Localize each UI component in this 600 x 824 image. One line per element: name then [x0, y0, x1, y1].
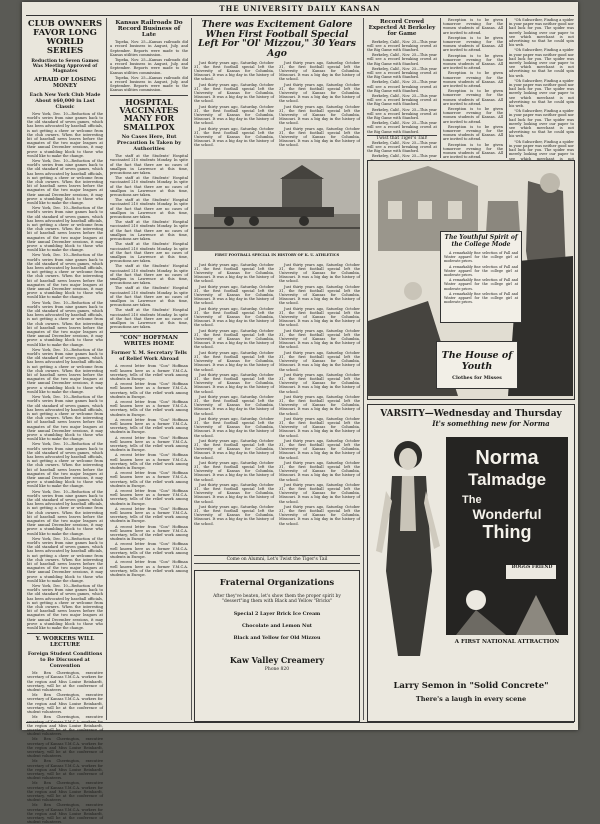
feature-body-right-2: Just thirty years ago, Saturday, October 31, the first football special left the University of Kansas for Columbia, Missouri. It was a big day in the history of the school. Just thirty years ago, Saturday, October 31, the first football special left the University of Kansas for Columbia, Missouri. It was a big day in the history of the school. Just thirty years ago, Saturday, October 31, the first football special left the University of Kansas for Columbia, Missouri. It was a big day in the history of the school. Just thirty years ago, Saturday, October 31, the first football special left the University of Kansas for Columbia, Missouri. It was a big day in the history of the school. Just thirty years ago, Saturday, October 31, the first football special left the University of Kansas for Columbia, Missouri. It was a big day in the history of the school. Just thirty years ago, Saturday, October 31, the first football special left the University of Kansas for Columbia, Missouri. It was a big day in the history of the school. Just thirty years ago, Saturday, October 31, the first football special left the University of Kansas for Columbia, Missouri. It was a big day in the history of the school. Just thirty years ago, Saturday, October 31, the first football special left the University of Kansas for Columbia, Missouri. It was a big day in the history of the school. Just thirty years ago, Saturday, October 31, the first football special left the University of Kansas for Columbia, Missouri. It was a big day in the history of the school. Just thirty years ago, Saturday, October 31, the first football special left the University of Kansas for Columbia, Missouri. It was a big day in the history of the school. Just thirty years ago, Saturday, October 31, the first football special left the University of Kansas for Columbia, Missouri. It was a big day in the history of the school. Just thirty years ago, Saturday, October 31, the first football special left the University of Kansas for Columbia, Missouri. It was a big day in the history of the school.	[279, 262, 360, 526]
column-6	[443, 18, 503, 158]
fashion-ad-text-box	[440, 231, 522, 323]
fashion-headline: The Youthful Spirit of the College Mode	[444, 234, 518, 248]
creamery-item-1: Special 2 Layer Brick Ice Cream	[233, 610, 321, 617]
feature-body-left: Just thirty years ago, Saturday, October 31, the first football special left the University of Kansas for Columbia, Missouri. It was a big day in the history of the school. Just thirty years ago, Saturday, October 31, the first football special left the University of Kansas for Columbia, Missouri. It was a big day in the history of the school. Just thirty years ago, Saturday, October 31, the first football special left the University of Kansas for Columbia, Missouri. It was a big day in the history of the school. Just thirty years ago, Saturday, October 31, the first football special left the University of Kansas for Columbia, Missouri. It was a big day in the history of the school.	[194, 60, 274, 148]
creamery-body: After they've beaten, let's show them the proper spirit by "dessert"ing them with Black and Yellow "Bricks"	[213, 593, 341, 605]
creamery-item-3: Black and Yellow for Old Mizzou	[233, 634, 321, 641]
movie-title-panel	[446, 437, 568, 635]
column-1	[27, 18, 103, 824]
subhead-each-club: Each New York Club Made About $60,000 in Last Classic	[29, 91, 101, 110]
creamery-ad	[194, 570, 360, 722]
column-rule	[363, 18, 364, 720]
actress-illustration	[374, 431, 444, 661]
article-body-berkeley-2: Berkeley, Calif., Nov. 25—This year will see a record breaking crowd at the Big Game with Stanford. Berkeley, Calif., Nov. 25—This year	[367, 140, 437, 159]
creamery-item-2: Chocolate and Lemon Nut	[241, 622, 313, 629]
article-body-y-workers: Mr. Ben Cherrington, executive secretary of Kansas Y.M.C.A. workers for the region and Miss Louise Reinhardt, secretary, will be at the conference of student volunteers. Mr. Ben Cherrington, executive secretary of Kansas Y.M.C.A. workers for the region and Miss Louise Reinhardt, secretary, will be at the conference of student volunteers. Mr. Ben Cherrington, executive the region and Miss Louise Reinhardt, secretary, will be at the conference of student volunteers. Mr. Ben Cherrington, executive secretary of Kansas Y.M.C.A. workers for the region and Miss Louise Reinhardt, secretary, will be at the conference of student volunteers. Mr. Ben Cherrington, executive secretary of Kansas Y.M.C.A. workers for the region and Miss Louise Reinhardt, secretary, will be at the conference of student volunteers. Mr. Ben Cherrington, executive secretary of Kansas Y.M.C.A. workers for the region and Miss Louise Reinhardt, secretary, will be at the conference of student volunteers. Mr. Ben Cherrington, executive secretary of Kansas Y.M.C.A. workers for the region and Miss Louise Reinhardt, secretary, will be at the conference of student volunteers.	[27, 671, 103, 824]
column-rule	[106, 18, 107, 720]
headline-y-workers: Y. WORKERS WILL LECTURE	[27, 633, 103, 648]
berkeley-footer: Twist that Tiger's Tail!	[367, 135, 437, 141]
headline-hospital: HOSPITAL VACCINATES MANY FOR SMALLPOX	[110, 95, 188, 132]
masthead: THE UNIVERSITY DAILY KANSAN	[219, 4, 381, 13]
football-special-photo	[194, 159, 360, 251]
movie-subhead: It's something new for Norma	[432, 419, 550, 428]
headline-hoffman: "CON" HOFFMAN WRITES HOME	[110, 332, 188, 347]
movie-footer: Larry Semon in "Solid Concrete"	[393, 681, 549, 691]
column-5	[367, 18, 437, 158]
feature-body-right: Just thirty years ago, Saturday, October 31, the first football special left the University of Kansas for Columbia, Missouri. It was a big day in the history of the school. Just thirty years ago, Saturday, October 31, the first football special left the University of Kansas for Columbia, Missouri. It was a big day in the history of the school. Just thirty years ago, Saturday, October 31, the first football special left the University of Kansas for Columbia, Missouri. It was a big day in the history of the school. Just thirty years ago, Saturday, October 31, the first football special left the University of Kansas for Columbia, Missouri. It was a big day in the history of the school.	[279, 60, 360, 148]
subhead-hoffman: Former Y. M. Secretary Tells of Relief Work Abroad	[111, 350, 187, 363]
subhead-reduction: Reduction to Seven Games Was Meeting Approved of Magnates	[31, 58, 99, 74]
article-body-railroads: Topeka, Nov. 25—Kansas railroads did a record business in August, July, and September. Reports were made to the Kansas utilities commission. Topeka, Nov. 25—Kansas railroads did a record business in August, July, and September. Reports were made to the Kansas utilities commission. Topeka, Nov. 25—Kansas railroads did a record business in August, July, and September. Reports were made to the Kansas utilities commission.	[110, 40, 188, 93]
house-of-youth-ad	[367, 160, 575, 400]
photo-caption: FIRST FOOTBALL SPECIAL IN HISTORY OF K. U. ATHLETICS	[214, 252, 340, 257]
creamery-phone: Phone 820	[264, 666, 290, 672]
feature-body-left-2: Just thirty years ago, Saturday, October 31, the first football special left the University of Kansas for Columbia, Missouri. It was a big day in the history of the school. Just thirty years ago, Saturday, October 31, the first football special left the University of Kansas for Columbia, Missouri. It was a big day in the history of the school. Just thirty years ago, Saturday, October 31, the first football special left the University of Kansas for Columbia, Missouri. It was a big day in the history of the school. Just thirty years ago, Saturday, October 31, the first football special left the University of Kansas for Columbia, Missouri. It was a big day in the history of the school. Just thirty years ago, Saturday, October 31, the first football special left the University of Kansas for Columbia, Missouri. It was a big day in the history of the school. Just thirty years ago, Saturday, October 31, the first football special left the University of Kansas for Columbia, Missouri. It was a big day in the history of the school. Just thirty years ago, Saturday, October 31, the first football special left the University of Kansas for Columbia, Missouri. It was a big day in the history of the school. Just thirty years ago, Saturday, October 31, the first football special left the University of Kansas for Columbia, Missouri. It was a big day in the history of the school. Just thirty years ago, Saturday, October 31, the first football special left the University of Kansas for Columbia, Missouri. It was a big day in the history of the school. Just thirty years ago, Saturday, October 31, the first football special left the University of Kansas for Columbia, Missouri. It was a big day in the history of the school. Just thirty years ago, Saturday, October 31, the first football special left the University of Kansas for Columbia, Missouri. It was a big day in the history of the school. Just thirty years ago, Saturday, October 31, the first football special left the University of Kansas for Columbia, Missouri. It was a big day in the history of the school.	[194, 262, 274, 526]
star-first-name: Norma	[475, 447, 539, 469]
movie-footer-2: There's a laugh in every scene	[415, 695, 527, 703]
movie-headline: VARSITY—Wednesday and Thursday	[380, 409, 562, 419]
newspaper-page	[22, 2, 578, 824]
article-body-berkeley: Berkeley, Calif., Nov. 25—This year will see a record breaking crowd at the Big Game with Stanford. Berkeley, Calif., Nov. 25—This year will see a record breaking crowd at the Big Game with Stanford. Berkeley, Calif., Nov. 25—This year will see a record breaking crowd at the Big Game with Stanford. Berkeley, Calif., Nov. 25—This year will see a record breaking crowd at the Big Game with Stanford. Berkeley, Calif., Nov. 25—This year will see a record breaking crowd at the Big Game with Stanford. Berkeley, Calif., Nov. 25—This year will see a record breaking crowd at the Big Game with Stanford. Berkeley, Calif., Nov. 25—This year will see a record breaking crowd at the Big Game with Stanford.	[367, 39, 437, 134]
column-rule	[506, 18, 507, 158]
column-7	[509, 18, 574, 161]
star-last-name: Talmadge	[467, 470, 547, 489]
subhead-foreign-students: Foreign Student Conditions to Be Discussed at Convention	[27, 651, 103, 670]
train-photo-illustration	[194, 159, 360, 251]
headline-railroads: Kansas Railroads Do Record Business of Late	[115, 20, 183, 39]
article-body-reception: Reception is to be given tomorrow evening for the women students of Kansas. All are invited to attend. Reception is to be given tomorrow evening for the women students of Kansas. All are invited to attend. Reception is to be given tomorrow evening for the women students of Kansas. All are invited to attend. Reception is to be given tomorrow evening for the women students of Kansas. All are invited to attend. Reception is to be given tomorrow evening for the women students of Kansas. All are invited to attend. Reception is to be given tomorrow evening for the women students of Kansas. All are invited to attend. Reception is to be given tomorrow evening for the women students of Kansas. All are invited to attend. Reception is to be given tomorrow evening for the women students of Kansas. All are invited to attend.	[443, 18, 503, 160]
fashion-brand: The House of Youth	[441, 350, 513, 372]
title-word-1: The	[462, 494, 482, 506]
headline-football-special: There was Excitement Galore When First Football Special Left For "Ol' Mizzou," 30 Years Ago	[198, 19, 356, 59]
store-sign: BOGGS FRIEND	[511, 565, 553, 570]
headline-world-series: CLUB OWNERS FAVOR LONG WORLD SERIES	[27, 19, 103, 56]
subhead-afraid: AFRAID OF LOSING MONEY	[34, 76, 96, 89]
feature-football-special	[194, 18, 360, 563]
masthead-rule	[26, 15, 574, 16]
first-national-attraction: A FIRST NATIONAL ATTRACTION	[454, 639, 560, 645]
title-word-2: Wonderful	[472, 506, 542, 522]
column-rule	[440, 18, 441, 158]
headline-berkeley: Record Crowd Expected At Berkeley for Game	[368, 19, 436, 37]
fashion-tagline: Clothes for Misses	[452, 375, 502, 381]
creamery-company: Kaw Valley Creamery	[229, 654, 325, 665]
column-2	[110, 18, 188, 720]
article-body-hospital: The staff at the Students' Hospital vaccinated 210 students Monday. In spite of the fact that there are no cases of smallpox in Lawrence at this time, precautions are taken. The staff at the Students' Hospital vaccinated 210 students Monday. In spite of the fact that there are no cases of smallpox in Lawrence at this time, precautions are taken. The staff at the Students' Hospital vaccinated 210 students Monday. In spite of the fact that there are no cases of smallpox in Lawrence at this time, precautions are taken. The staff at the Students' Hospital vaccinated 210 students Monday. In spite of the fact that there are no cases of smallpox in Lawrence at this time, precautions are taken. The staff at the Students' Hospital vaccinated 210 students Monday. In spite of the fact that there are no cases of smallpox in Lawrence at this time, precautions are taken. The staff at the Students' Hospital vaccinated 210 students Monday. In spite of the fact that there are no cases of smallpox in Lawrence at this time, precautions are taken. The staff at the Students' Hospital vaccinated 210 students Monday. In spite of the fact that there are no cases of smallpox in Lawrence at this time, precautions are taken. The staff at the Students' Hospital vaccinated 210 students Monday. In spite of the fact that there are no cases of smallpox in Lawrence at this time, precautions are taken.	[110, 154, 188, 330]
title-word-3: Thing	[482, 522, 532, 542]
article-body-subscriber: "Oh Subscriber, Finding a spider in your paper was neither good nor bad luck for you. The spider was merely looking over our paper to see which merchant is not advertising so that he could spin his web. "Oh Subscriber, Finding a spider in your paper was neither good nor bad luck for you. The spider was merely looking over our paper to see which merchant is not advertising so that he could spin his web. "Oh Subscriber, Finding a spider in your paper was neither good nor bad luck for you. The spider was merely looking over our paper to see which merchant is not advertising so that he could spin his web. "Oh Subscriber, Finding a spider in your paper was neither good nor bad luck for you. The spider was merely looking over our paper to see which merchant is not advertising so that he could spin his web. "Oh Subscriber, Finding a spider in your paper was neither good nor bad luck for you. The spider was merely looking over our paper to see which merchant is not	[509, 18, 574, 161]
creamery-headline: Fraternal Organizations	[219, 578, 335, 588]
feature-footer: Come on Alumni, Let's Twist the Tiger's Tail	[194, 555, 360, 564]
article-body-world-series: New York, Dec. 10—Reduction of the world's series from nine games back to the old standard of seven games, which has been advocated by baseball officials, is not getting a cheer or welcome from the club owners. When the interesting bit of baseball news leaves before the magnates of the two major leagues at their annual December sessions, it may prove a stumbling block to those who would like to make the change. New York, Dec. 10—Reduction of the world's series from nine games back to the old standard of seven games, which has been advocated by baseball officials, is not getting a cheer or welcome from the club owners. When the interesting bit of baseball news leaves before the magnates of the two major leagues at their annual December sessions, it may prove a stumbling block to those who would like to make the change. New York, Dec. 10—Reduction of the world's series from nine games back to the old standard of seven games, which has been advocated by baseball officials, is not getting a cheer or welcome from the club owners. When the interesting bit of baseball news leaves before the magnates of the two major leagues at their annual December sessions, it may prove a stumbling block to those who would like to make the change. New York, Dec. 10—Reduction of the world's series from nine games back to the old standard of seven games, which has been advocated by baseball officials, is not getting a cheer or welcome from the club owners. When the interesting bit of baseball news leaves before the magnates of the two major leagues at their annual December sessions, it may prove a stumbling block to those who would like to make the change. New York, Dec. 10—Reduction of the world's series from nine games back to the old standard of seven games, which has been advocated by baseball officials, is not getting a cheer or welcome from the club owners. When the interesting bit of baseball news leaves before the magnates of the two major leagues at their annual December sessions, it may prove a stumbling block to those who would like to make the change. New York, Dec. 10—Reduction of the world's series from nine games back to the old standard of seven games, which has been advocated by baseball officials, is not getting a cheer or welcome from the club owners. When the interesting bit of baseball news leaves before the magnates of the two major leagues at their annual December sessions, it may prove a stumbling block to those who would like to make the change. New York, Dec. 10—Reduction of the world's series from nine games back to the old standard of seven games, which has been advocated by baseball officials, is not getting a cheer or welcome from the club owners. When the interesting bit of baseball news leaves before the magnates of the two major leagues at their annual December sessions, it may prove a stumbling block to those who would like to make the change. New York, Dec. 10—Reduction of the world's series from nine games back to the old standard of seven games, which has been advocated by baseball officials, is not getting a cheer or welcome from the club owners. When the interesting bit of baseball news leaves before the magnates of the two major leagues at their annual December sessions, it may prove a stumbling block to those who would like to make the change. New York, Dec. 10—Reduction of the world's series from nine games back to the old standard of seven games, which has been advocated by baseball officials, is not getting a cheer or welcome from the club owners. When the interesting bit of baseball news leaves before the magnates of the two major leagues at their annual December sessions, it may prove a stumbling block to those who would like to make the change. New York, Dec. 10—Reduction of the world's series from nine games back to the old standard of seven games, which has been advocated by baseball officials, is not getting a cheer or welcome from the club owners. When the interesting bit of baseball news leaves before the magnates of the two major leagues at their annual December sessions, it may prove a stumbling block to those who would like to make the change. New York, Dec. 10—Reduction of the world's series from nine games back to the old standard of seven games, which has been advocated by baseball officials, is not getting a cheer or welcome from the club owners. When the interesting bit of baseball news leaves before the magnates of the two major leagues at their annual December sessions, it may prove a stumbling block to those who would like to make the change.	[27, 111, 103, 631]
column-rule	[191, 18, 192, 720]
article-body-hoffman: A recent letter from "Con" Hoffman well known here as a former Y.M.C.A. secretary, tells of the relief work among students in Europe. A recent letter from "Con" Hoffman well known here as a former Y.M.C.A. secretary, tells of the relief work among students in Europe. A recent letter from "Con" Hoffman well known here as a former Y.M.C.A. secretary, tells of the relief work among students in Europe. A recent letter from "Con" Hoffman well known here as a former Y.M.C.A. secretary, tells of the relief work among students in Europe. A recent letter from "Con" Hoffman well known here as a former Y.M.C.A. secretary, tells of the relief work among students in Europe. A recent letter from "Con" Hoffman well known here as a former Y.M.C.A. secretary, tells of the relief work among students in Europe. A recent letter from "Con" Hoffman well known here as a former Y.M.C.A. secretary, tells of the relief work among students in Europe. A recent letter from "Con" Hoffman well known here as a former Y.M.C.A. secretary, tells of the relief work among students in Europe. A recent letter from "Con" Hoffman well known here as a former Y.M.C.A. secretary, tells of the relief work among students in Europe. A recent letter from "Con" Hoffman well known here as a former Y.M.C.A. secretary, tells of the relief work among students in Europe. A recent letter from "Con" Hoffman well known here as a former Y.M.C.A. secretary, tells of the relief work among students in Europe. A recent letter from "Con" Hoffman well known here as a former Y.M.C.A. secretary, tells of the relief work among students in Europe.	[110, 364, 188, 577]
fashion-brand-box	[436, 341, 518, 389]
fashion-body: A remarkably fine selection of Fall and Winter apparel for the college girl at moderate prices. A remarkably fine selection of Fall and Winter apparel for the college girl at moderate prices. A remarkably fine selection of Fall and Winter apparel for the college girl at moderate prices. A remarkably fine selection of Fall and Winter apparel for the college girl at moderate prices.	[444, 251, 518, 305]
page-bottom-rule	[26, 722, 574, 723]
subhead-hospital: No Cases Here, But Precaution Is Taken by Authorities	[116, 134, 182, 153]
varsity-movie-ad	[367, 404, 575, 722]
